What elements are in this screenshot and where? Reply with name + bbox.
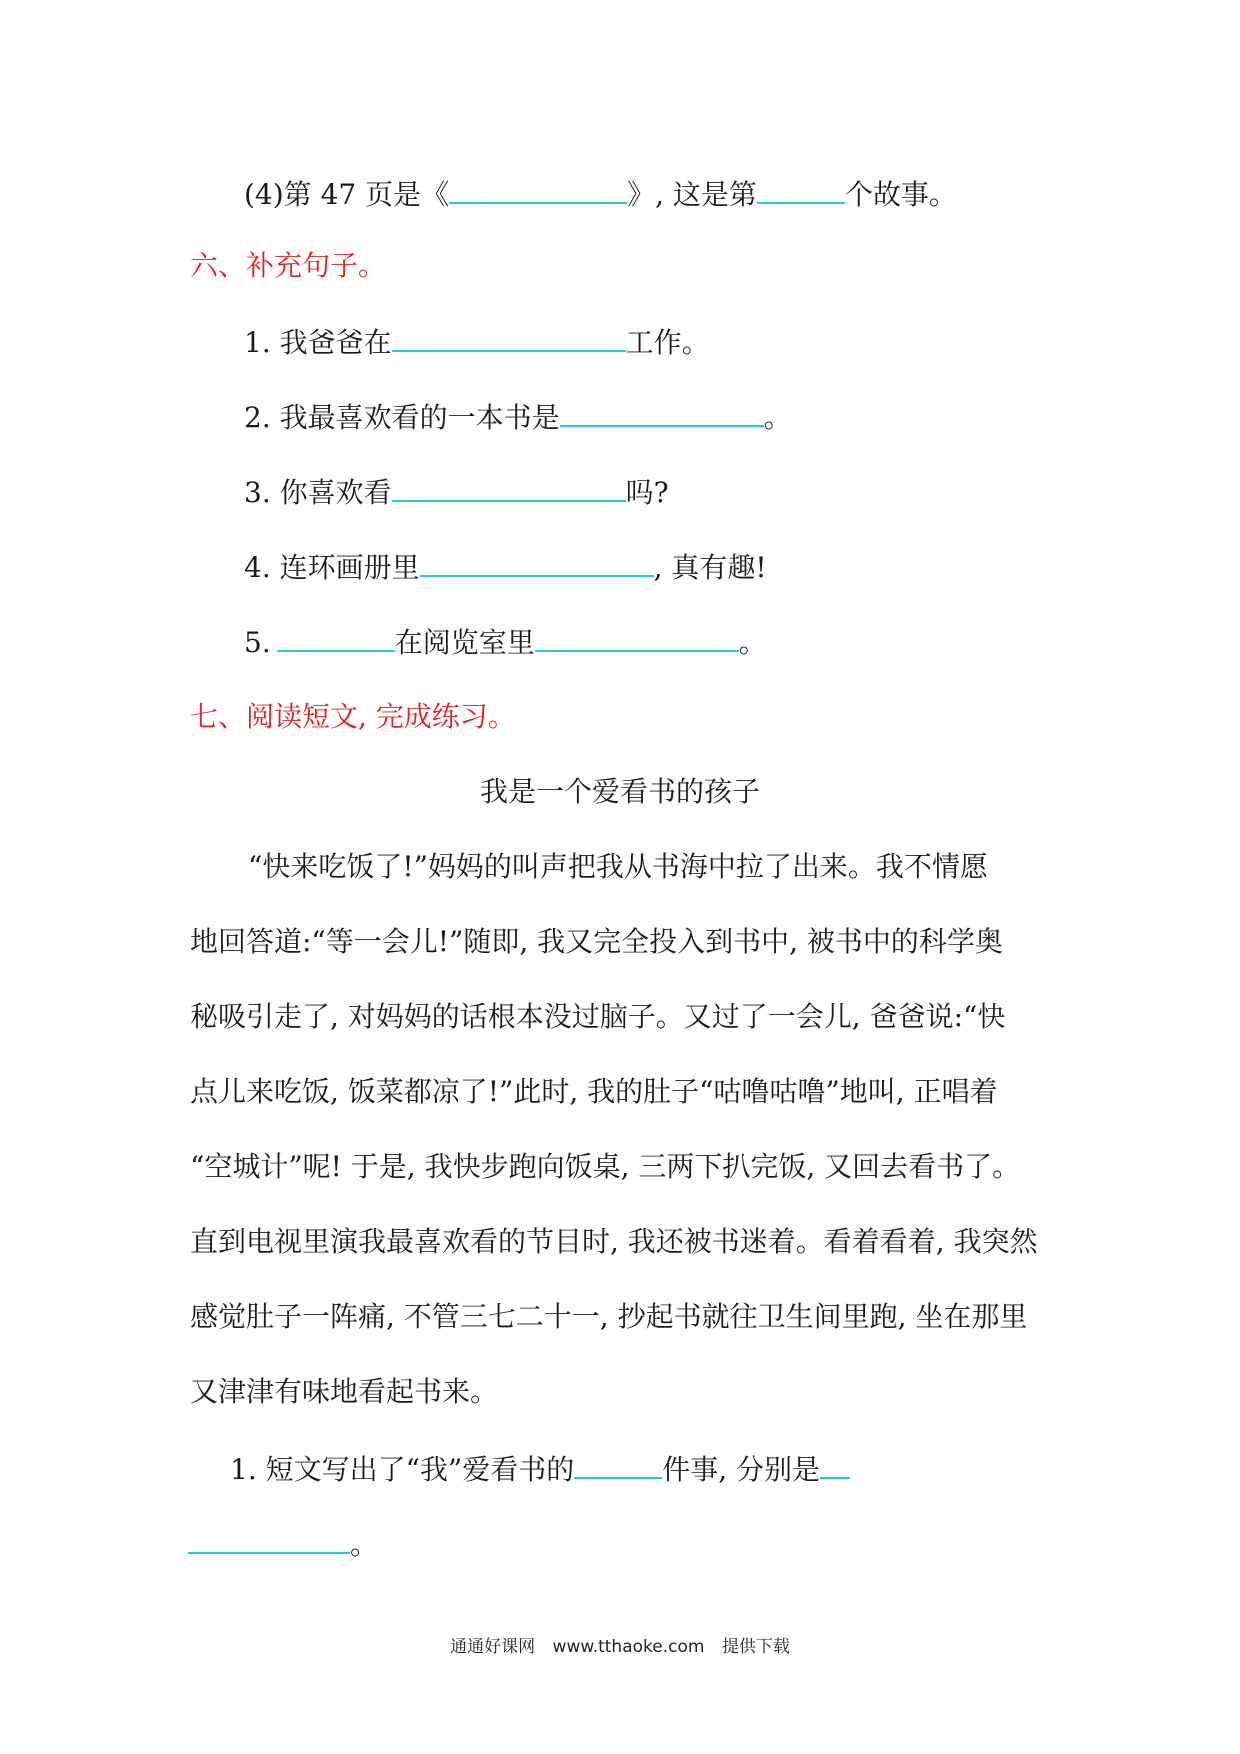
sentence-item-2 xyxy=(244,395,792,438)
question-mid: 件事, 分别是 xyxy=(662,1453,821,1486)
comprehension-question-1-continued xyxy=(188,1522,378,1565)
passage-line: “空城计”呢! 于是, 我快步跑向饭桌, 三两下扒完饭, 又回去看书了。 xyxy=(190,1150,1021,1183)
sentence-item-post: 。 xyxy=(738,626,767,659)
sentence-item-post: 吗? xyxy=(625,476,669,509)
sentence-item-5 xyxy=(244,620,767,663)
question-4-prefix: (4)第 47 页是《 xyxy=(244,178,450,211)
sentence-item-pre: 1. 我爸爸在 xyxy=(244,326,392,359)
footer-note: 提供下载 xyxy=(721,1637,790,1657)
answer-blank[interactable] xyxy=(392,320,626,352)
section-6-heading: 六、补充句子。 xyxy=(190,249,387,282)
sentence-item-1 xyxy=(244,320,710,363)
sentence-item-pre: 2. 我最喜欢看的一本书是 xyxy=(244,401,560,434)
passage-line: 直到电视里演我最喜欢看的节目时, 我还被书迷着。看着看着, 我突然 xyxy=(190,1225,1038,1258)
sentence-item-pre: 5. xyxy=(244,626,271,659)
question-4-suffix: 个故事。 xyxy=(844,178,957,211)
question-pre: 1. 短文写出了“我”爱看书的 xyxy=(230,1453,575,1486)
section-7-heading: 七、阅读短文, 完成练习。 xyxy=(190,700,516,733)
comprehension-question-1 xyxy=(230,1447,850,1490)
passage-line: 地回答道:“等一会儿!”随即, 我又完全投入到书中, 被书中的科学奥 xyxy=(190,925,1003,958)
sentence-item-post: 工作。 xyxy=(625,326,710,359)
answer-blank[interactable] xyxy=(757,172,845,204)
answer-blank[interactable] xyxy=(392,470,626,502)
footer-site-name: 通通好课网 xyxy=(450,1637,536,1657)
answer-blank[interactable] xyxy=(420,545,654,577)
answer-blank[interactable] xyxy=(449,172,627,204)
answer-blank[interactable] xyxy=(560,395,764,427)
passage-title: 我是一个爱看书的孩子 xyxy=(479,775,760,808)
sentence-item-post: , 真有趣! xyxy=(653,551,767,584)
footer-url[interactable]: www.tthaoke.com xyxy=(552,1637,705,1657)
sentence-item-3 xyxy=(244,470,669,513)
question-4 xyxy=(244,172,957,215)
passage-line: 感觉肚子一阵痛, 不管三七二十一, 抄起书就往卫生间里跑, 坐在那里 xyxy=(190,1300,1028,1333)
page-footer xyxy=(0,1632,1240,1657)
sentence-item-mid: 在阅览室里 xyxy=(394,626,535,659)
sentence-item-4 xyxy=(244,545,767,588)
answer-blank[interactable] xyxy=(574,1447,662,1479)
passage-line: 秘吸引走了, 对妈妈的话根本没过脑子。又过了一会儿, 爸爸说:“快 xyxy=(190,1000,1006,1033)
question-post: 。 xyxy=(350,1528,379,1561)
answer-blank[interactable] xyxy=(535,620,739,652)
sentence-item-post: 。 xyxy=(763,401,792,434)
passage-line: 点儿来吃饭, 饭菜都凉了!”此时, 我的肚子“咕噜咕噜”地叫, 正唱着 xyxy=(190,1075,998,1108)
answer-blank[interactable] xyxy=(820,1447,850,1479)
answer-blank[interactable] xyxy=(188,1522,350,1554)
sentence-item-pre: 4. 连环画册里 xyxy=(244,551,420,584)
question-4-middle: 》, 这是第 xyxy=(627,178,757,211)
passage-line: 又津津有味地看起书来。 xyxy=(190,1375,499,1408)
passage-line: “快来吃饭了!”妈妈的叫声把我从书海中拉了出来。我不情愿 xyxy=(248,850,988,883)
sentence-item-pre: 3. 你喜欢看 xyxy=(244,476,392,509)
answer-blank[interactable] xyxy=(277,620,395,652)
